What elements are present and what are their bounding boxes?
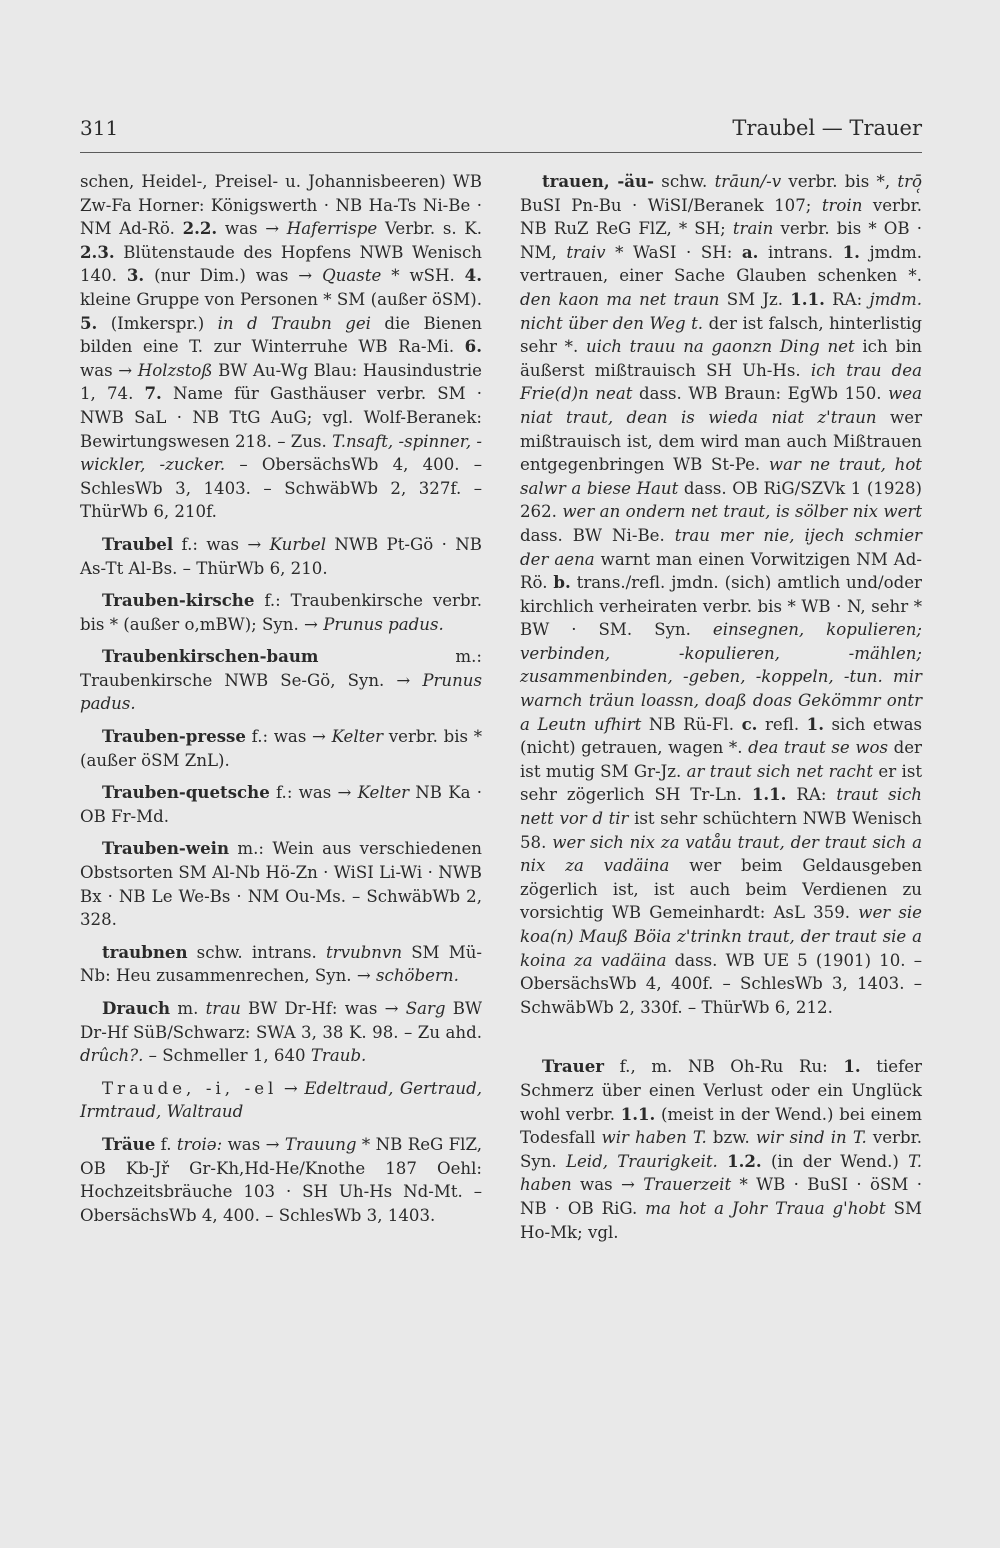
headword: Traubel	[102, 533, 174, 554]
entry-drauch: Drauch m. trau BW Dr-Hf: was → Sarg BW Dr-Hf SüB/Schwarz: SWA 3, 38 K. 98. – Zu ahd. drûch?. – Schmeller 1, 640 Traub.	[80, 998, 483, 1066]
entry-trauen: trauen, -äu- schw. trāun/-v verbr. bis *, trō̜ BuSI Pn-Bu · WiSI/Beranek 107; troin verbr. NB RuZ ReG FlZ, * SH; train verbr. bis * OB · NM, traiv * WaSI · SH: a. intrans. 1. jmdm. vertrauen, einer Sache Glauben schenken *. den kaon ma net traun SM Jz. 1.1. RA: jmdm. nicht über den Weg t. der ist falsch, hinterlistig sehr *. uich trauu na gaonzn Ding net ich bin äußerst mißtrauisch SH Uh-Hs. ich trau dea Frie(d)n neat dass. WB Braun: EgWb 150. wea niat traut, dean is wieda niat z'traun wer mißtrauisch ist, dem wird man auch Mißtrauen entgegenbringen WB St-Pe. war ne traut, hot salwr a biese Haut dass. OB RiG/SZVk 1 (1928) 262. wer an ondern net traut, is sölber nix wert dass. BW Ni-Be. trau mer nie, ijech schmier der aena warnt man einen Vorwitzigen NM Ad-Rö. b. trans./refl. jmdn. (sich) amtlich und/oder kirchlich verheiraten verbr. bis * WB · N, sehr * BW · SM. Syn. einsegnen, kopulieren; verbinden, -kopulieren, -mählen; zusammenbinden, -geben, -koppeln, -tun. mir warnch träun loassn, doaß doas Gekömmr ontr a Leutn ufhirt NB Rü-Fl. c. refl. 1. sich etwas (nicht) getrauen, wagen *. dea traut se wos der ist mutig SM Gr-Jz. ar traut sich net racht er ist sehr zögerlich SH Tr-Ln. 1.1. RA: traut sich nett vor d tir ist sehr schüchtern NWB Wenisch 58. wer sich nix za vatåu traut, der traut sich a nix za vadäina wer beim Geldausgeben zögerlich ist, ist auch beim Verdienen zu vorsichtig WB Gemeinhardt: AsL 359. wer sie koa(n) Mauß Böia z'trinkn traut, der traut sie a koina za vadäina dass. WB UE 5 (1901) 10. – ObersächsWb 4, 400f. – SchlesWb 3, 1403. – SchwäbWb 2, 330f. – ThürWb 6, 212.	[520, 171, 923, 1017]
headword: Traude, -i, -el	[102, 1078, 278, 1098]
entry-trauer: Trauer f., m. NB Oh-Ru Ru: 1. tiefer Schmerz über einen Verlust oder ein Unglück wohl verbr. 1.1. (meist in der Wend.) bei einem Todesfall wir haben T. bzw. wir sind in T. verbr. Syn. Leid, Traurigkeit. 1.2. (in der Wend.) T. haben was → Trauerzeit * WB · BuSI · öSM · NB · OB RiG. ma hot a Johr Traua g'hobt SM Ho-Mk; vgl.	[520, 1056, 923, 1242]
entry-continuation: schen, Heidel-, Preisel- u. Johannisbeeren) WB Zw-Fa Horner: Königswerth · NB Ha-Ts Ni-Be · NM Ad-Rö. 2.2. was → Haferrispe Verbr. s. K. 2.3. Blütenstaude des Hopfens NWB Wenisch 140. 3. (nur Dim.) was → Quaste * wSH. 4. kleine Gruppe von Personen * SM (außer öSM). 5. (Imkerspr.) in d Traubn gei die Bienen bilden eine T. zur Winterruhe WB Ra-Mi. 6. was → Holzstoß BW Au-Wg Blau: Hausindustrie 1, 74. 7. Name für Gasthäuser verbr. SM · NWB SaL · NB TtG AuG; vgl. Wolf-Beranek: Bewirtungswesen 218. – Zus. T.nsaft, -spinner, -wickler, -zucker. – ObersächsWb 4, 400. – SchlesWb 3, 1403. – SchwäbWb 2, 327f. – ThürWb 6, 210f.	[80, 172, 483, 522]
entry-trauben-presse: Trauben-presse f.: was → Kelter verbr. bis * (außer öSM ZnL).	[80, 726, 483, 770]
page-number: 311	[80, 116, 119, 140]
headword: Traubenkirschen-baum	[102, 646, 319, 667]
headword: Trauben-quetsche	[102, 782, 270, 803]
page-header	[80, 112, 922, 153]
entry-trauben-wein: Trauben-wein m.: Wein aus verschiedenen Obstsorten SM Al-Nb Hö-Zn · WiSI Li-Wi · NWB Bx · NB Le We-Bs · NM Ou-Ms. – SchwäbWb 2, 328.	[80, 838, 482, 930]
running-head: Traubel — Trauer	[732, 116, 922, 140]
entry-trauben-kirsche: Trauben-kirsche f.: Traubenkirsche verbr. bis * (außer o,mBW); Syn. → Prunus padus.	[80, 590, 482, 634]
headword: Trauben-wein	[102, 838, 230, 859]
right-column	[520, 170, 922, 1244]
headword: Trauben-presse	[102, 726, 246, 747]
entry-traeue: Träue f. troiә: was → Trauung * NB ReG FlZ, OB Kb-Jř Gr-Kh,Hd-He/Knothe 187 Oehl: Hochzeitsbräuche 103 · SH Uh-Hs Nd-Mt. – ObersächsWb 4, 400. – SchlesWb 3, 1403.	[80, 1133, 483, 1225]
entry-traubnen: traubnen schw. intrans. trvubnvn SM Mü-Nb: Heu zusammenrechen, Syn. → schöbern.	[80, 941, 482, 986]
entry-traubel: Traubel f.: was → Kurbel NWB Pt-Gö · NB As-Tt Al-Bs. – ThürWb 6, 210.	[80, 533, 482, 578]
headword: Träue	[102, 1133, 156, 1154]
headword: trauen, -äu-	[542, 171, 655, 191]
headword: Trauben-kirsche	[102, 590, 255, 611]
headword: Trauer	[542, 1056, 604, 1077]
entry-trauben-quetsche: Trauben-quetsche f.: was → Kelter NB Ka · OB Fr-Md.	[80, 782, 482, 826]
entry-traude: Traude, -i, -el → Edeltraud, Gertraud, Irmtraud, Waltraud	[80, 1078, 482, 1122]
entry-traubenkirschen-baum: Traubenkirschen-baum m.: Traubenkirsche NWB Se-Gö, Syn. → Prunus padus.	[80, 646, 482, 714]
left-column	[80, 170, 482, 1227]
headword: Drauch	[102, 998, 171, 1018]
headword: traubnen	[102, 941, 188, 962]
